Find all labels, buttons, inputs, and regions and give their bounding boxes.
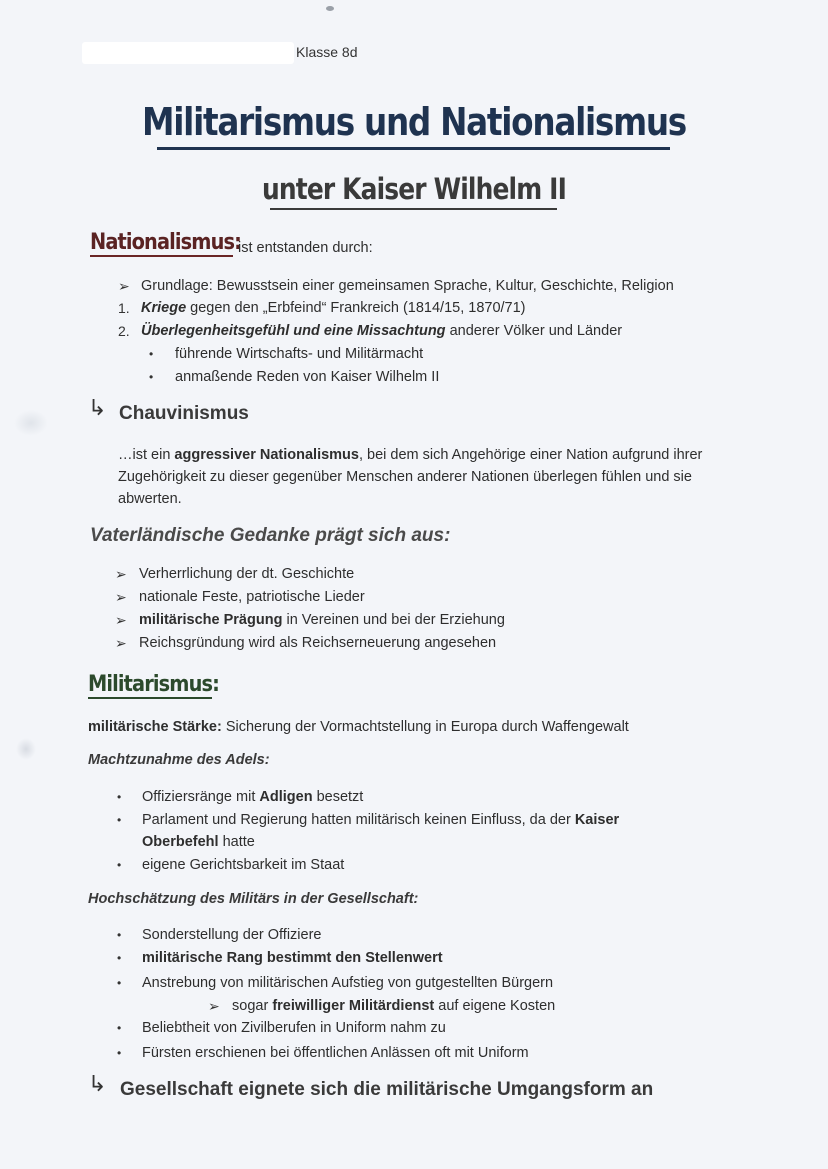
list-item: Sonderstellung der Offiziere: [142, 927, 322, 943]
nationalismus-intro: ist entstanden durch:: [238, 240, 373, 256]
nationalismus-heading-row: [90, 230, 262, 255]
gesellschaft-heading: Hochschätzung des Militärs in der Gesellschaft:: [88, 891, 419, 907]
list-subitem: führende Wirtschafts- und Militärmacht: [175, 346, 424, 362]
subtitle-underline: [270, 208, 557, 210]
vaterland-heading: Vaterländische Gedanke prägt sich aus:: [90, 525, 451, 546]
list-item: Offiziersränge mit Adligen besetzt: [142, 789, 364, 805]
return-arrow-icon: ↳: [88, 396, 107, 421]
return-arrow-icon: ↳: [88, 1072, 107, 1097]
list-item: nationale Feste, patriotische Lieder: [139, 589, 365, 605]
paper-mark: [326, 6, 334, 11]
list-number: 2.: [118, 323, 130, 339]
militarismus-heading-row: [88, 672, 237, 697]
paper-smudge: [14, 410, 48, 436]
list-subitem: anmaßende Reden von Kaiser Wilhelm II: [175, 369, 440, 385]
paper-smudge: [16, 738, 36, 760]
bullet-icon: •: [117, 813, 122, 827]
arrow-bullet-icon: ➢: [208, 998, 220, 1014]
list-item: Überlegenheitsgefühl und eine Missachtung anderer Völker und Länder: [141, 323, 623, 339]
list-item: Beliebtheit von Zivilberufen in Uniform nahm zu: [142, 1020, 446, 1036]
list-item: Grundlage: Bewusstsein einer gemeinsamen Sprache, Kultur, Geschichte, Religion: [141, 278, 674, 294]
list-item: eigene Gerichtsbarkeit im Staat: [142, 857, 345, 873]
chauvinismus-heading: Chauvinismus: [119, 403, 249, 424]
arrow-bullet-icon: ➢: [115, 566, 127, 582]
bullet-icon: •: [117, 976, 122, 990]
adel-heading: Machtzunahme des Adels:: [88, 752, 270, 768]
arrow-bullet-icon: ➢: [118, 278, 130, 294]
class-label: Klasse 8d: [296, 44, 358, 60]
chauvinismus-definition: …ist ein aggressiver Nationalismus, bei dem sich Angehörige einer Nation aufgrund ihrer Zugehörigkeit zu dieser gegenüber Menschen anderer Nationen überlegen fühlen und sie abwerten.: [118, 447, 703, 507]
list-item: Parlament und Regierung hatten militärisch keinen Einfluss, da der Kaiser: [142, 812, 620, 828]
bullet-icon: •: [149, 370, 154, 384]
militarismus-definition: militärische Stärke: Sicherung der Vormachtstellung in Europa durch Waffengewalt: [88, 719, 629, 735]
bullet-icon: •: [117, 928, 122, 942]
list-item: Anstrebung von militärischen Aufstieg von gutgestellten Bürgern: [142, 975, 554, 991]
heading-underline: [88, 697, 212, 699]
arrow-bullet-icon: ➢: [115, 589, 127, 605]
arrow-bullet-icon: ➢: [115, 612, 127, 628]
list-item: Fürsten erschienen bei öffentlichen Anlässen oft mit Uniform: [142, 1045, 529, 1061]
page-title: Militarismus und Nationalismus: [142, 100, 686, 144]
list-item: militärische Rang bestimmt den Stellenwert: [142, 950, 443, 966]
page-subtitle: unter Kaiser Wilhelm II: [261, 172, 567, 206]
militarismus-heading: Militarismus:: [88, 672, 219, 697]
redacted-name-field: [82, 42, 294, 64]
list-item: Kriege gegen den „Erbfeind“ Frankreich (1814/15, 1870/71): [141, 300, 526, 316]
title-underline: [157, 147, 670, 150]
list-item: militärische Prägung in Vereinen und bei der Erziehung: [139, 612, 505, 628]
list-subitem: sogar freiwilliger Militärdienst auf eigene Kosten: [232, 998, 556, 1014]
conclusion-text: Gesellschaft eignete sich die militärische Umgangsform an: [120, 1079, 654, 1100]
arrow-bullet-icon: ➢: [115, 635, 127, 651]
heading-underline: [90, 255, 233, 257]
nationalismus-heading: Nationalismus:: [90, 230, 242, 255]
list-item: Verherrlichung der dt. Geschichte: [139, 566, 355, 582]
bullet-icon: •: [117, 1021, 122, 1035]
bullet-icon: •: [117, 1046, 122, 1060]
bullet-icon: •: [117, 951, 122, 965]
bullet-icon: •: [117, 790, 122, 804]
list-item: Reichsgründung wird als Reichserneuerung angesehen: [139, 635, 497, 651]
list-item-continuation: Oberbefehl hatte: [142, 834, 255, 850]
list-number: 1.: [118, 300, 130, 316]
bullet-icon: •: [149, 347, 154, 361]
bullet-icon: •: [117, 858, 122, 872]
